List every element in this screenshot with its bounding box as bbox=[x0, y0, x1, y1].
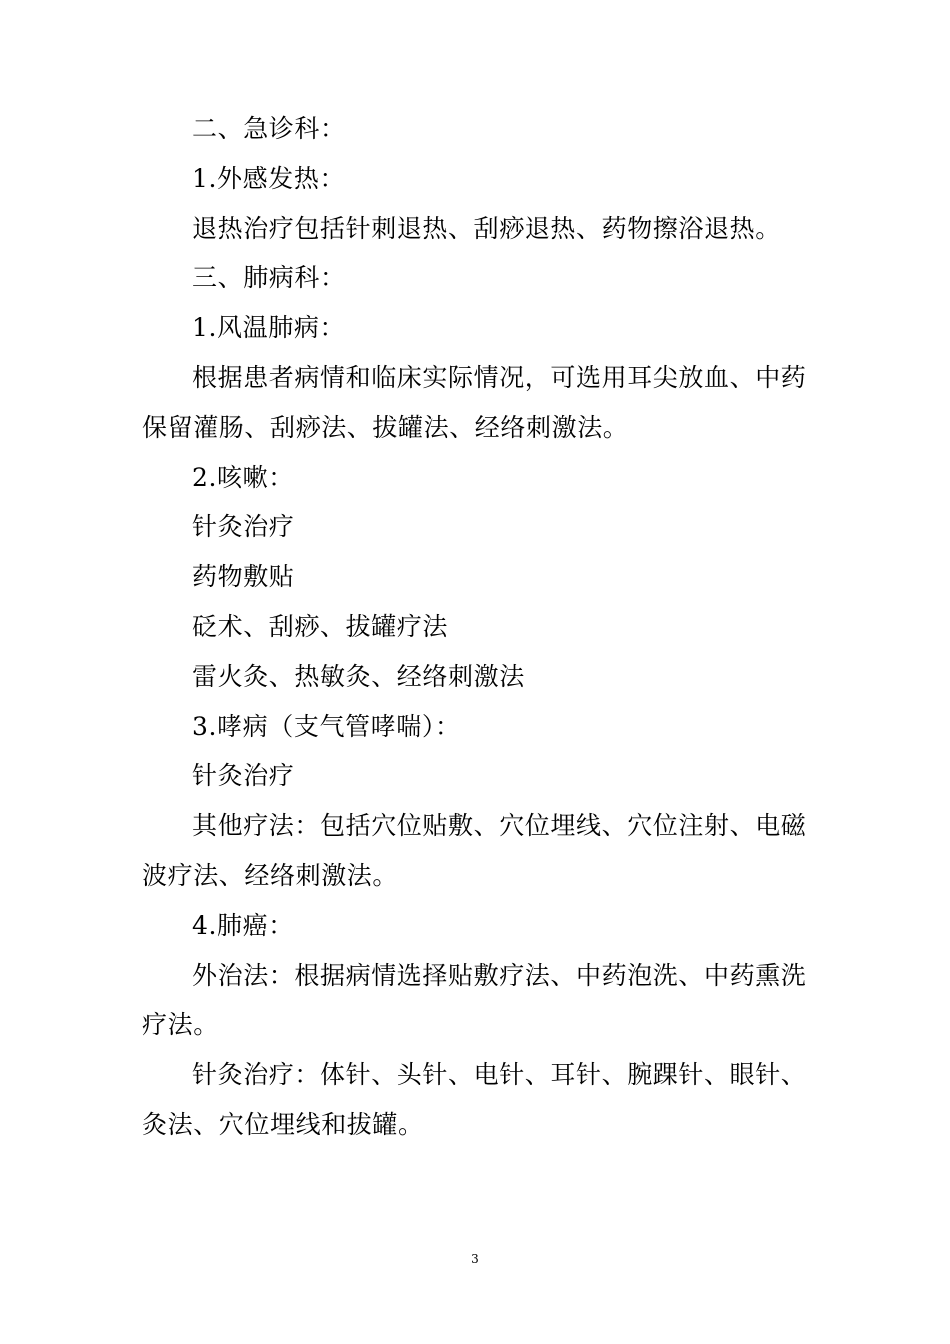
subheading-lung-cancer: 4.肺癌： bbox=[192, 910, 294, 940]
list-item-acupuncture: 针灸治疗 bbox=[192, 512, 295, 542]
paragraph-acupuncture-treatment: 针灸治疗：体针、头针、电针、耳针、腕踝针、眼针、灸法、穴位埋线和拔罐。 bbox=[142, 1060, 807, 1139]
paragraph-wind-warm-treatment: 根据患者病情和临床实际情况，可选用耳尖放血、中药保留灌肠、刮痧法、拔罐法、经络刺激法。 bbox=[142, 362, 807, 442]
list-item-stone-scraping-cupping: 砭术、刮痧、拔罐疗法 bbox=[192, 611, 449, 641]
paragraph-other-therapies: 其他疗法：包括穴位贴敷、穴位埋线、穴位注射、电磁波疗法、经络刺激法。 bbox=[142, 811, 807, 890]
list-item-moxibustion: 雷火灸、热敏灸、经络刺激法 bbox=[192, 661, 525, 691]
section-heading-pulmonary: 三、肺病科： bbox=[192, 263, 346, 293]
subheading-asthma: 3.哮病（支气管哮喘）： bbox=[192, 711, 461, 741]
list-item-asthma-acupuncture: 针灸治疗 bbox=[192, 761, 295, 791]
section-heading-emergency: 二、急诊科： bbox=[192, 114, 346, 143]
page-number: 3 bbox=[471, 1252, 479, 1266]
document-body bbox=[142, 104, 810, 1150]
subheading-cough: 2.咳嗽： bbox=[192, 462, 294, 492]
subheading-wind-warm-lung: 1.风温肺病： bbox=[192, 313, 346, 343]
paragraph-external-treatment: 外治法：根据病情选择贴敷疗法、中药泡洗、中药熏洗疗法。 bbox=[142, 960, 807, 1040]
paragraph-fever-treatment: 退热治疗包括针刺退热、刮痧退热、药物擦浴退热。 bbox=[192, 213, 781, 243]
list-item-medicine-patch: 药物敷贴 bbox=[192, 562, 295, 592]
subheading-external-fever: 1.外感发热： bbox=[192, 163, 346, 193]
